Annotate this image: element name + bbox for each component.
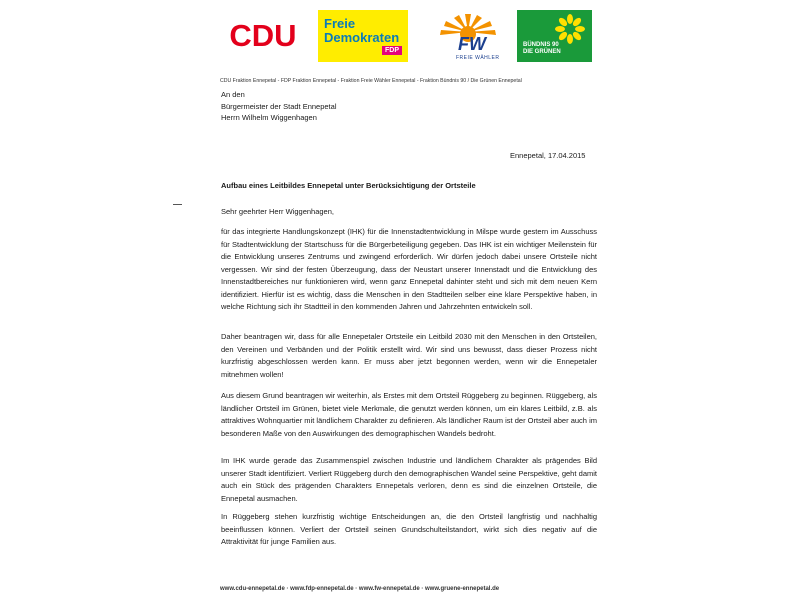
cdu-logo [218,10,308,62]
address-line-1: An den [221,90,245,99]
fdp-logo-tag: FDP [382,46,402,55]
gruene-logo-line2: DIE GRÜNEN [523,49,561,55]
fdp-logo [318,10,408,62]
salutation: Sehr geehrter Herr Wiggenhagen, [221,207,334,216]
letter-date: Ennepetal, 17.04.2015 [510,151,586,160]
address-line-2: Bürgermeister der Stadt Ennepetal [221,101,337,111]
paragraph-2: Daher beantragen wir, dass für alle Ennepetaler Ortsteile ein Leitbild 2030 mit den Menschen in den Ortsteilen, den Vereinen und Verbänden und der Politik erstellt wird. Wir sind uns bewusst, dass dieser Prozess nicht kurzfristig abgeschlossen werden kann. Er muss aber jetzt begonnen werden, wenn wir die Ennepetaler mitnehmen wollen! [221,332,597,379]
paragraph-1: für das integrierte Handlungskonzept (IHK) für die Innenstadtentwicklung in Milspe wurde gestern im Ausschuss für Stadtentwicklung der Startschuss für die Bürgerbeteiligung gegeben. Das IHK ist ein wichtiger Meilenstein für die Entwicklung unseres Zentrums und zwingend erforderlich. Wir dürfen jedoch dabei unsere Ortsteile nicht vergessen. Wir sind der festen Überzeugung, dass der Neustart unserer Innenstadt und die Entwicklung des Innenstadtbereiches nur funktionieren wird, wenn ganz Ennepetal dahinter steht und sich mit dem neuen Kern identifiziert. Hierfür ist es wichtig, dass die Menschen in den Stadtteilen selber eine klare Perspektive haben, in welche Richtung sich ihr Stadtteil in den kommenden Jahren und Jahrzehnten entwickeln soll. [221,227,597,311]
fdp-logo-line1: Freie [324,16,356,31]
sunflower-icon [555,14,585,44]
fw-logo-subtitle: FREIE WÄHLER [456,55,500,61]
paragraph-5: In Rüggeberg stehen kurzfristig wichtige Entscheidungen an, die den Ortsteil langfristig und nachhaltig beeinflussen können. Verliert der Ortsteil seinen Grundschulteilstandort, wirkt sich dies negativ auf die Attraktivität für junge Familien aus. [221,512,597,546]
gruene-logo-line1: BÜNDNIS 90 [523,42,559,48]
fold-mark [173,204,182,205]
gruene-logo [517,10,592,62]
fw-logo [432,10,504,62]
cdu-logo-text: CDU [229,18,297,53]
recipient-address [221,89,521,124]
address-line-3: Herrn Wilhelm Wiggenhagen [221,113,317,122]
fw-logo-text: FW [458,34,486,54]
fdp-logo-line2: Demokraten [324,30,400,45]
letter-subject: Aufbau eines Leitbildes Ennepetal unter Berücksichtigung der Ortsteile [221,181,476,190]
footer-links: www.cdu-ennepetal.de · www.fdp-ennepetal.de · www.fw-ennepetal.de · www.gruene-ennepetal.de [220,586,500,592]
paragraph-4: Im IHK wurde gerade das Zusammenspiel zwischen Industrie und ländlichem Charakter als prägendes Bild unserer Stadt identifiziert. Verliert Rüggeberg durch den demographischen Wandel seine Perspektive, geht damit auch ein Stück des prägenden Charakters Ennepetals verloren, denn es sind die einzelnen Ortsteile, die Ennepetal ausmachen. [221,456,597,503]
paragraph-3: Aus diesem Grund beantragen wir weiterhin, als Erstes mit dem Ortsteil Rüggeberg zu beginnen. Rüggeberg, als ländlicher Ortsteil im Grünen, bietet viele Merkmale, die genutzt werden können, um ein klares Leitbild, z.B. als attraktives Wohnquartier mit ländlichem Charakter zu definieren. Als ländlicher Raum ist der Ortsteil aber auch im besonderen Maße von den Auswirkungen des demographischen Wandels bedroht. [221,391,597,438]
sender-line: CDU Fraktion Ennepetal - FDP Fraktion Ennepetal - Fraktion Freie Wähler Ennepetal - Fraktion Bündnis 90 / Die Grünen Ennepetal [220,78,522,84]
